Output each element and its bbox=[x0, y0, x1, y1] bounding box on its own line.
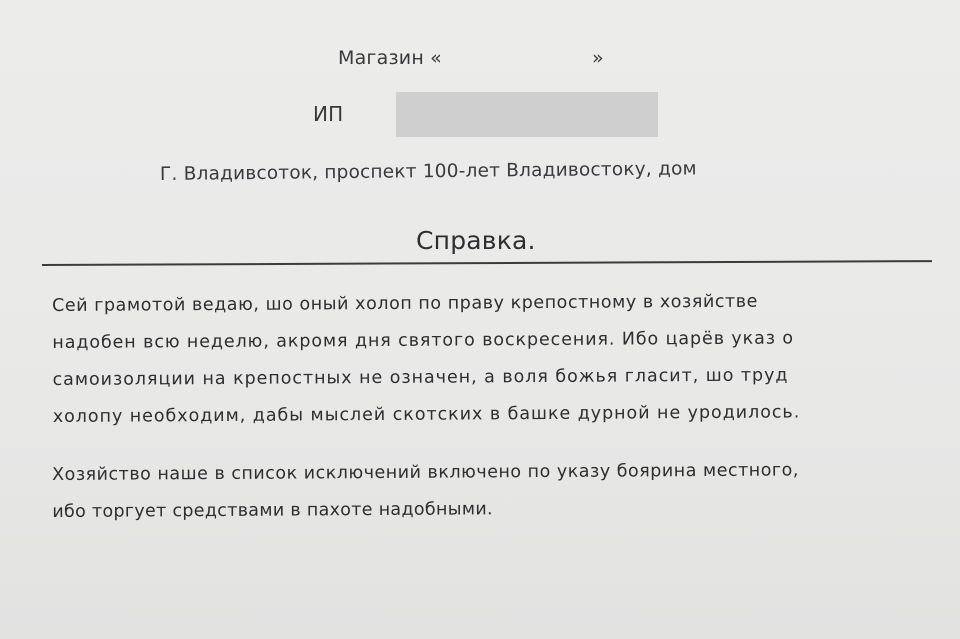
paragraph-2-line: Хозяйство наше в список исключений включено по указу боярина местного, bbox=[52, 460, 799, 485]
redacted-ip-name bbox=[396, 92, 658, 137]
paragraph-1-line: Сей грамотой ведаю, шо оный холоп по праву крепостному в хозяйстве bbox=[52, 291, 759, 316]
title-divider bbox=[42, 260, 932, 266]
paragraph-1-line: надобен всю неделю, акромя дня святого воскресения. Ибо царёв указ о bbox=[52, 328, 795, 353]
paragraph-1-line: холопу необходим, дабы мыслей скотских в башке дурной не уродилось. bbox=[52, 402, 801, 427]
paragraph-1-line: самоизоляции на крепостных не означен, а воля божья гласит, шо труд bbox=[52, 365, 789, 390]
ip-label: ИП bbox=[313, 102, 344, 126]
shop-close-quote: » bbox=[592, 47, 604, 69]
paragraph-2-line: ибо торгует средствами в пахоте надобными. bbox=[52, 499, 493, 522]
shop-name-line bbox=[338, 47, 604, 69]
shop-label: Магазин « bbox=[338, 47, 442, 69]
paragraph-2 bbox=[52, 452, 799, 531]
paragraph-1 bbox=[52, 283, 800, 436]
address-line: Г. Владивсоток, проспект 100-лет Владивостоку, дом bbox=[159, 158, 697, 185]
document-title: Справка. bbox=[416, 226, 536, 255]
